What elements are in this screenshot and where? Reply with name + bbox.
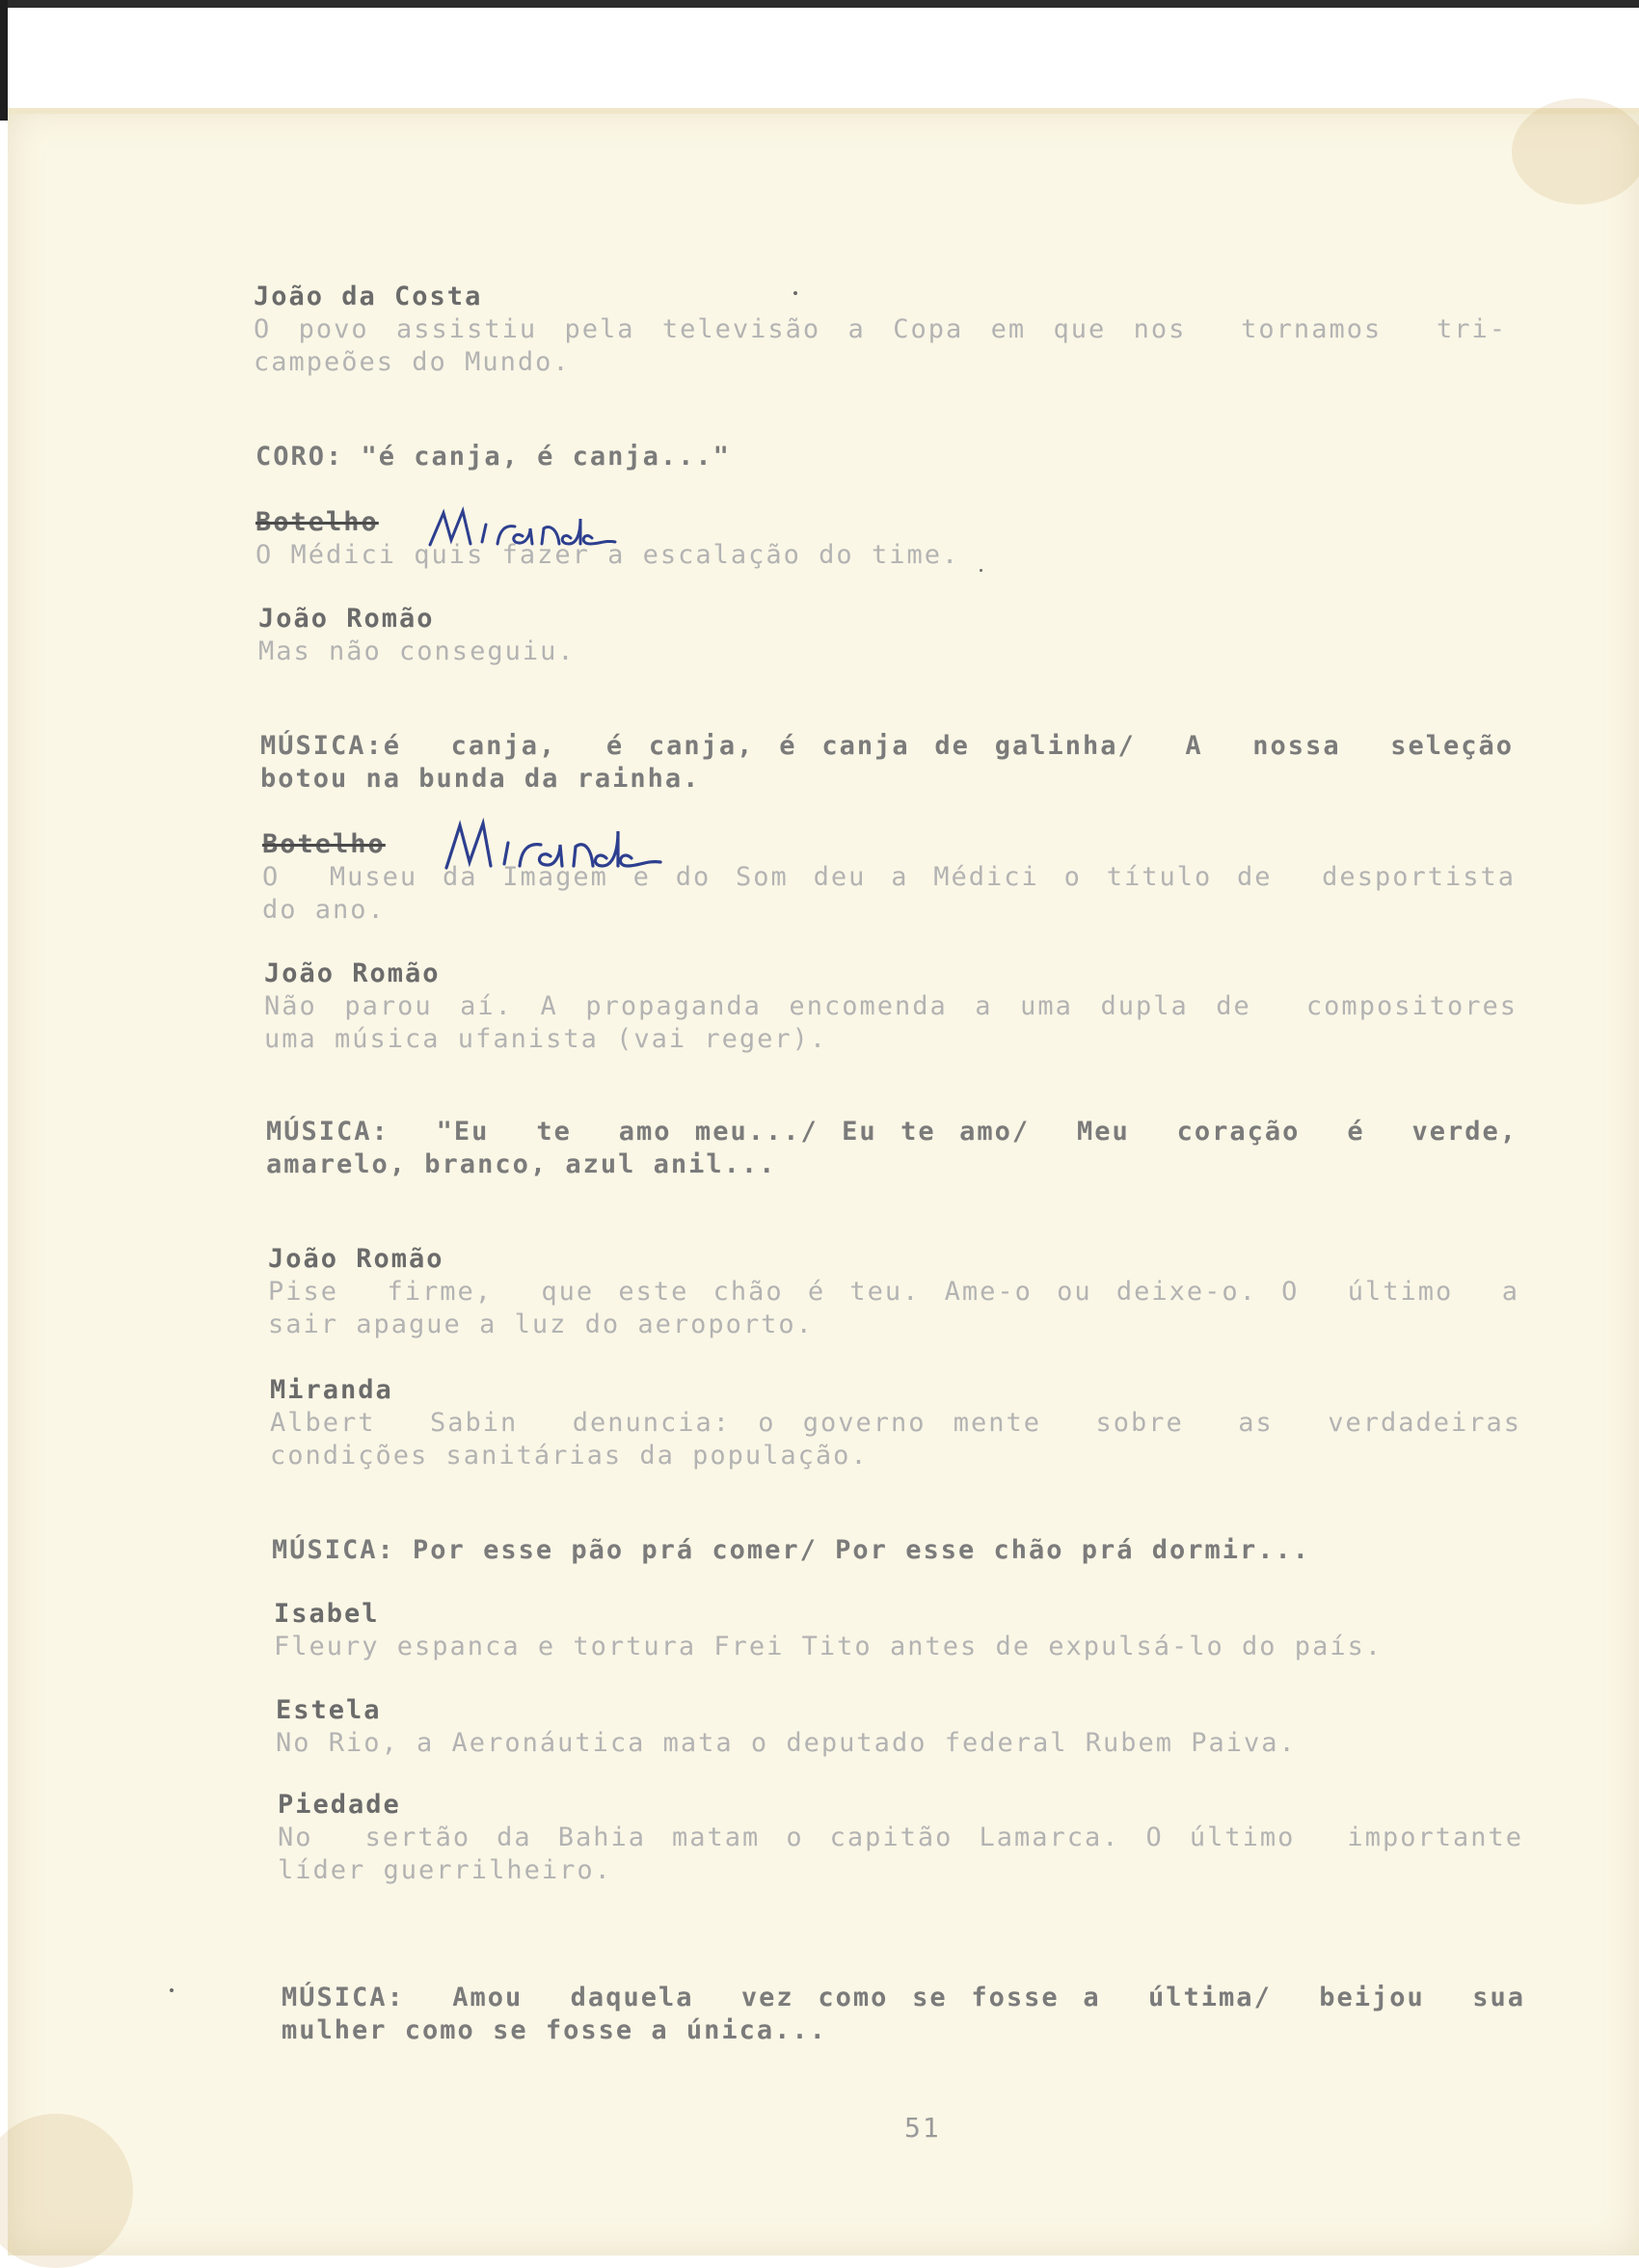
coro-line: CORO: "é canja, é canja..." bbox=[255, 442, 731, 472]
speaker-struck-botelho: Botelho bbox=[262, 829, 386, 859]
paper-edge bbox=[8, 108, 1639, 114]
dialogue-line: sair apague a luz do aeroporto. bbox=[268, 1310, 814, 1339]
musica-line: botou na bunda da rainha. bbox=[260, 764, 701, 794]
musica-line: MÚSICA: "Eu te amo meu.../ Eu te amo/ Meu coração é verde, bbox=[266, 1117, 1518, 1147]
ink-speck bbox=[980, 569, 982, 572]
speaker-joao-romao: João Romão bbox=[264, 958, 441, 988]
paper-stain bbox=[1512, 98, 1639, 204]
speaker-miranda: Miranda bbox=[270, 1375, 393, 1405]
dialogue-line: Não parou aí. A propaganda encomenda a uma dupla de compositores bbox=[264, 991, 1518, 1021]
speaker-joao-romao: João Romão bbox=[268, 1244, 444, 1274]
dialogue-line: Mas não conseguiu. bbox=[258, 636, 576, 666]
dialogue-line: No Rio, a Aeronáutica mata o deputado federal Rubem Paiva. bbox=[276, 1728, 1297, 1758]
speaker-joao-da-costa: João da Costa bbox=[254, 282, 483, 311]
ink-speck bbox=[170, 1988, 174, 1992]
paper-stain bbox=[0, 2114, 133, 2268]
dialogue-line: condições sanitárias da população. bbox=[270, 1441, 869, 1471]
scan-top-border bbox=[0, 0, 1639, 8]
dialogue-line: campeões do Mundo. bbox=[254, 347, 571, 377]
musica-line: MÚSICA: Por esse pão prá comer/ Por esse chão prá dormir... bbox=[272, 1535, 1311, 1565]
scan-left-border bbox=[0, 0, 8, 121]
speaker-struck-botelho: Botelho bbox=[255, 507, 379, 537]
dialogue-line: do ano. bbox=[262, 895, 386, 925]
dialogue-line: uma música ufanista (vai reger). bbox=[264, 1024, 828, 1054]
speaker-piedade: Piedade bbox=[278, 1790, 401, 1820]
dialogue-line: líder guerrilheiro. bbox=[278, 1855, 612, 1885]
dialogue-line: Fleury espanca e tortura Frei Tito antes de expulsá-lo do país. bbox=[274, 1632, 1384, 1661]
speaker-isabel: Isabel bbox=[274, 1599, 380, 1629]
dialogue-line: O povo assistiu pela televisão a Copa em que nos tornamos tri- bbox=[254, 314, 1507, 344]
dialogue-line: Albert Sabin denuncia: o governo mente sobre as verdadeiras bbox=[270, 1408, 1521, 1438]
page-number: 51 bbox=[904, 2112, 941, 2144]
speaker-estela: Estela bbox=[276, 1695, 382, 1725]
musica-line: mulher como se fosse a única... bbox=[282, 2015, 827, 2045]
musica-line: MÚSICA: Amou daquela vez como se fosse a última/ beijou sua bbox=[282, 1983, 1525, 2012]
musica-line: amarelo, branco, azul anil... bbox=[266, 1149, 777, 1179]
typed-page bbox=[8, 108, 1639, 2255]
dialogue-line: No sertão da Bahia matam o capitão Lamarca. O último importante bbox=[278, 1822, 1523, 1852]
dialogue-line: O Médici quis fazer a escalação do time. bbox=[255, 540, 960, 570]
dialogue-line: O Museu da Imagem e do Som deu a Médici o título de desportista bbox=[262, 862, 1516, 892]
ink-speck bbox=[793, 291, 797, 295]
musica-line: MÚSICA:é canja, é canja, é canja de galinha/ A nossa seleção bbox=[260, 731, 1514, 761]
speaker-joao-romao: João Romão bbox=[258, 604, 435, 634]
dialogue-line: Pise firme, que este chão é teu. Ame-o ou deixe-o. O último a bbox=[268, 1277, 1519, 1307]
